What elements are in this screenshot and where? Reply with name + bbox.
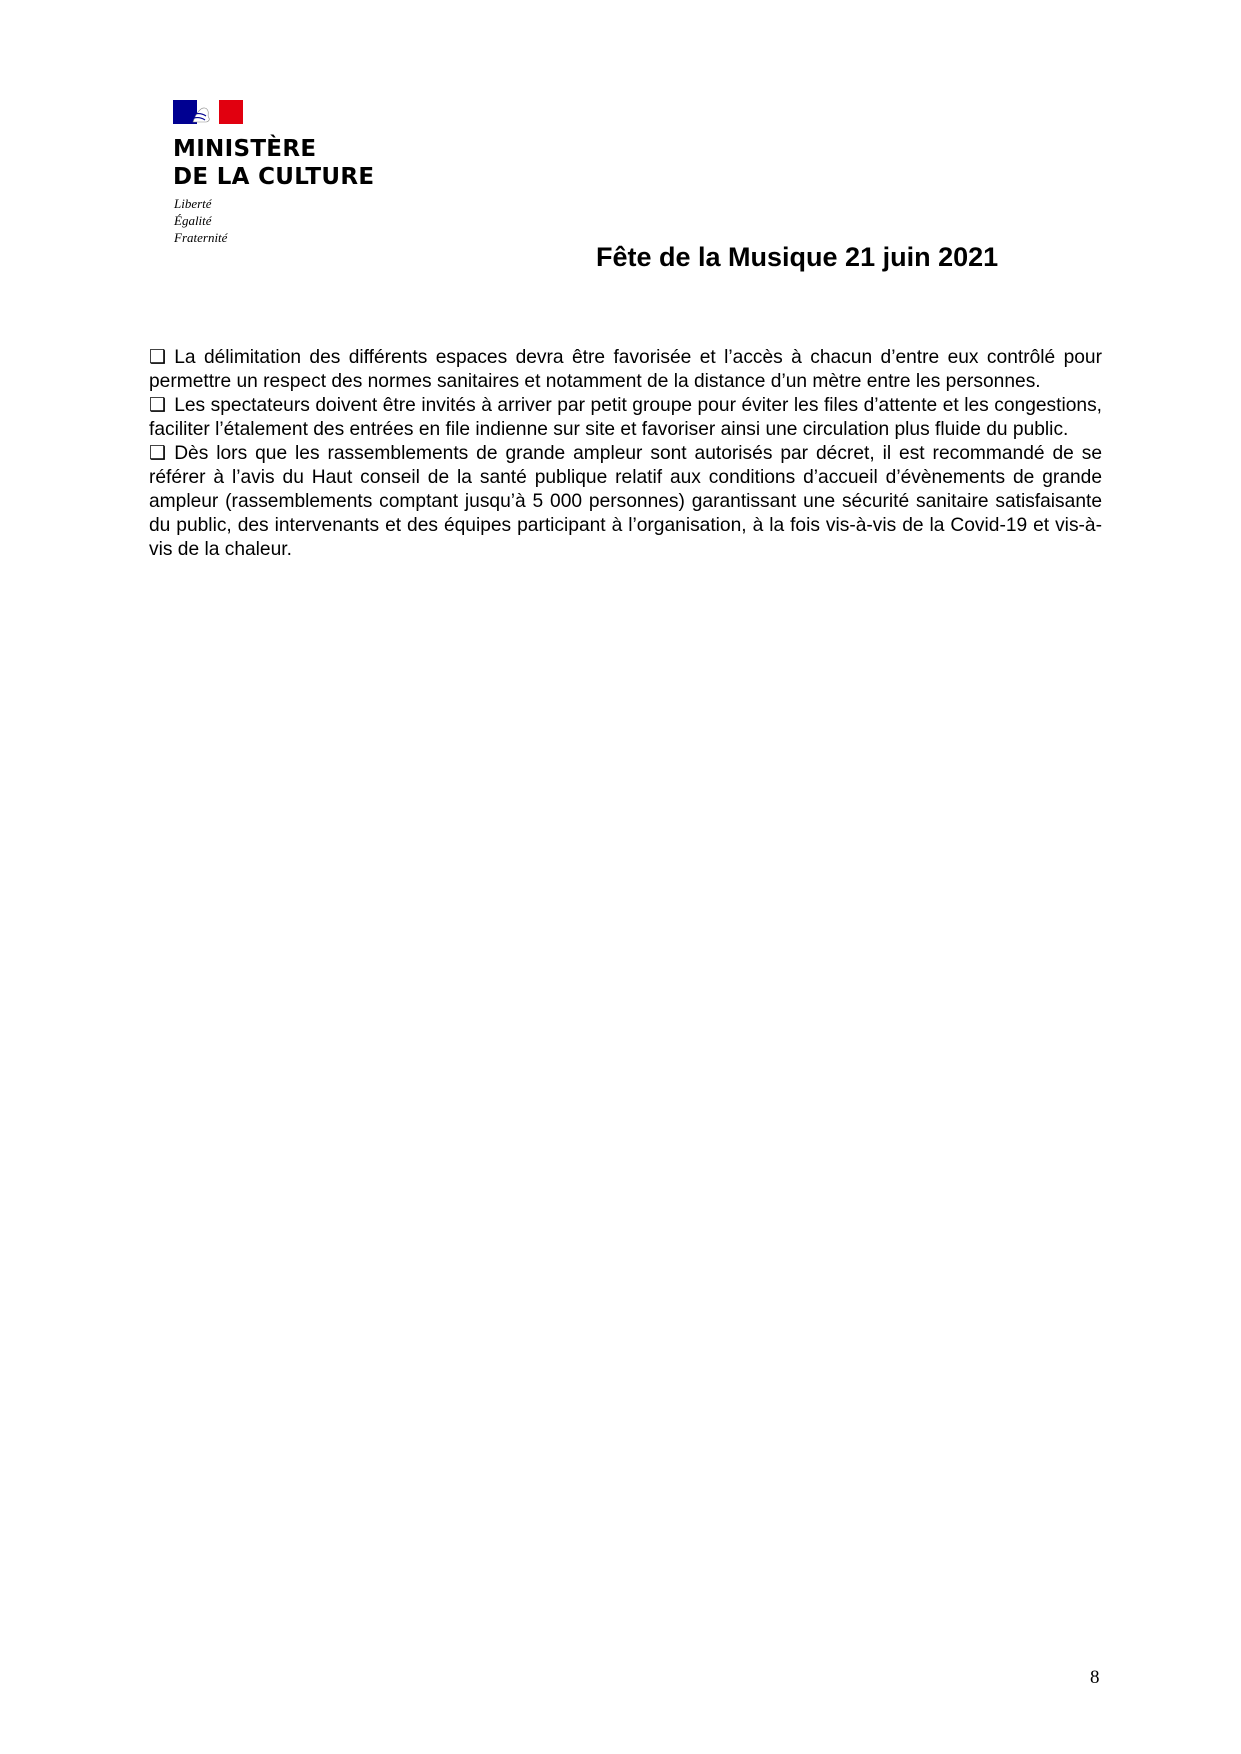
page-number: 8 [1090,1667,1100,1688]
checkbox-bullet-icon: ❑ [149,395,167,416]
motto-liberte: Liberté [174,196,212,211]
ministry-name-line1: MINISTÈRE [173,136,317,162]
paragraph-gatherings [149,442,1102,562]
marianne-flag-icon [173,100,243,124]
paragraph-text: Les spectateurs doivent être invités à arriver par petit groupe pour éviter les files d’attente et les congestions, faciliter l’étalement des entrées en file indienne sur site et favoriser ainsi une circulation plus fluide du public. [149,395,1102,440]
checkbox-bullet-icon: ❑ [149,347,167,368]
paragraph-spectators [149,394,1102,442]
motto-egalite: Égalité [174,213,212,228]
motto-fraternite: Fraternité [174,230,228,245]
paragraph-text: La délimitation des différents espaces devra être favorisée et l’accès à chacun d’entre eux contrôlé pour permettre un respect des normes sanitaires et notamment de la distance d’un mètre entre les personnes. [149,347,1102,392]
paragraph-text: Dès lors que les rassemblements de grande ampleur sont autorisés par décret, il est recommandé de se référer à l’avis du Haut conseil de la santé publique relatif aux conditions d’accueil d’évènements de grande ampleur (rassemblements comptant jusqu’à 5 000 personnes) garantissant une sécurité sanitaire satisfaisante du public, des intervenants et des équipes participant à l’organisation, à la fois vis-à-vis de la Covid-19 et vis-à-vis de la chaleur. [149,443,1102,560]
paragraph-spaces [149,346,1102,394]
document-body [149,346,1102,562]
ministry-name-line2: DE LA CULTURE [173,164,375,190]
republic-motto [174,195,227,246]
ministry-name [173,135,374,191]
document-title: Fête de la Musique 21 juin 2021 [596,242,999,272]
checkbox-bullet-icon: ❑ [149,443,167,464]
